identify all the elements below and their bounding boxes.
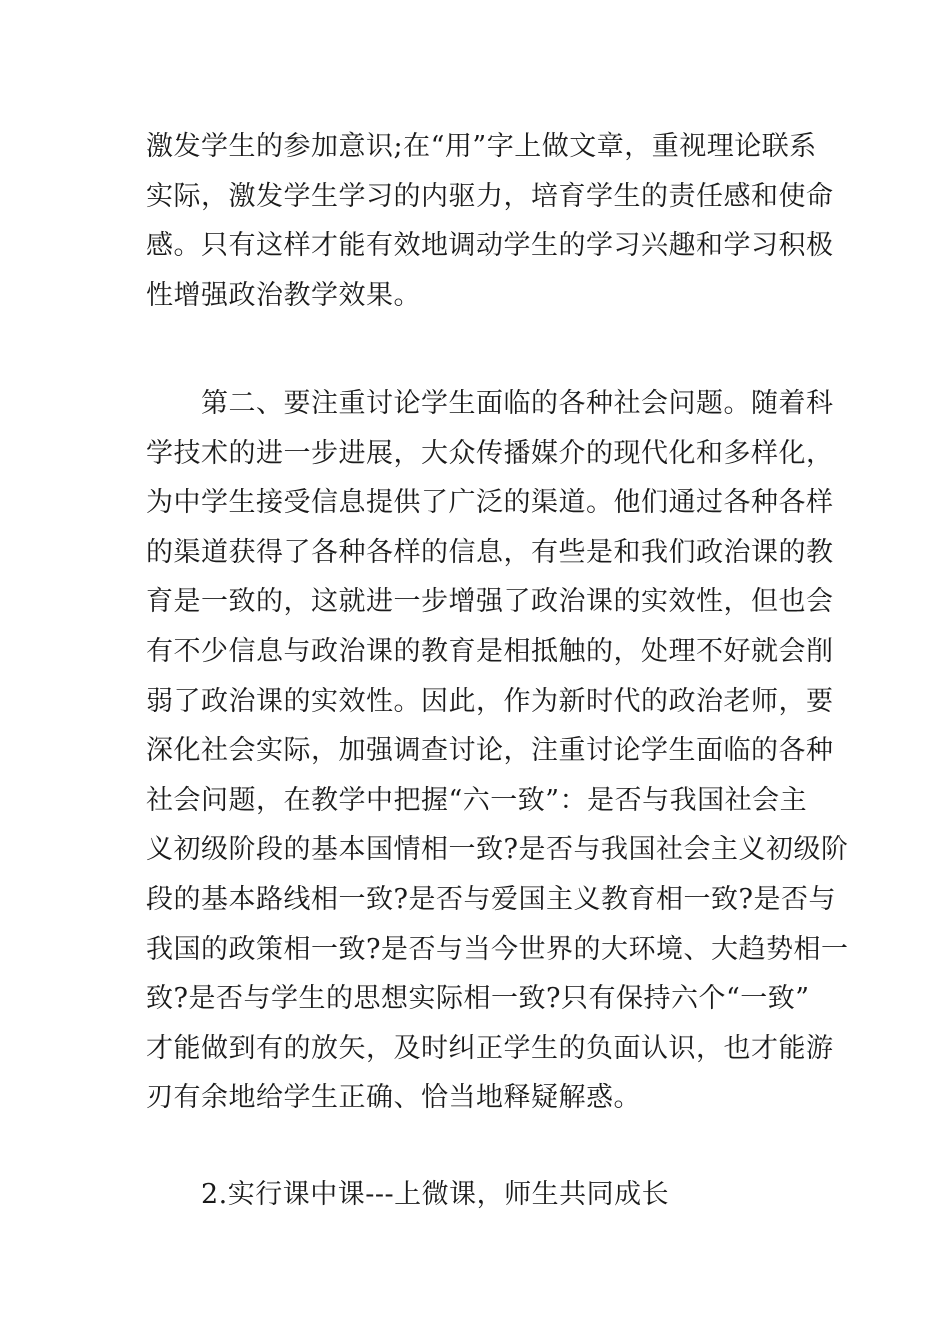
text-line: 义初级阶段的基本国情相一致?是否与我国社会主义初级阶 [146, 834, 849, 866]
text-line: 性增强政治教学效果。 [146, 279, 421, 311]
paragraph-1 [146, 122, 834, 320]
text-line: 感。只有这样才能有效地调动学生的学习兴趣和学习积极 [146, 230, 834, 262]
text-line: 激发学生的参加意识;在“用”字上做文章，重视理论联系 [146, 131, 817, 162]
text-line: 致?是否与学生的思想实际相一致?只有保持六个“一致” [146, 983, 810, 1015]
text-line: 有不少信息与政治课的教育是相抵触的，处理不好就会削 [146, 635, 834, 667]
text-line: 深化社会实际，加强调查讨论，注重讨论学生面临的各种 [146, 735, 834, 767]
text-line: 才能做到有的放矢，及时纠正学生的负面认识，也才能游 [146, 1032, 834, 1064]
text-line: 育是一致的，这就进一步增强了政治课的实效性，但也会 [146, 586, 834, 618]
text-line: 2.实行课中课---上微课，师生共同成长 [146, 1179, 670, 1210]
text-line: 社会问题，在教学中把握“六一致”：是否与我国社会主 [146, 784, 808, 816]
text-line: 弱了政治课的实效性。因此，作为新时代的政治老师，要 [146, 685, 834, 717]
text-line: 为中学生接受信息提供了广泛的渠道。他们通过各种各样 [146, 487, 834, 519]
text-line: 学技术的进一步进展，大众传播媒介的现代化和多样化， [146, 437, 834, 469]
text-line: 实际，激发学生学习的内驱力，培育学生的责任感和使命 [146, 180, 834, 212]
text-line: 段的基本路线相一致?是否与爱国主义教育相一致?是否与 [146, 883, 836, 915]
text-line: 刃有余地给学生正确、恰当地释疑解惑。 [146, 1082, 641, 1114]
paragraph-2 [146, 379, 849, 1123]
text-line: 的渠道获得了各种各样的信息，有些是和我们政治课的教 [146, 536, 834, 568]
section-heading [146, 1170, 816, 1220]
text-line: 第二、要注重讨论学生面临的各种社会问题。随着科 [146, 388, 834, 419]
text-line: 我国的政策相一致?是否与当今世界的大环境、大趋势相一 [146, 933, 849, 965]
